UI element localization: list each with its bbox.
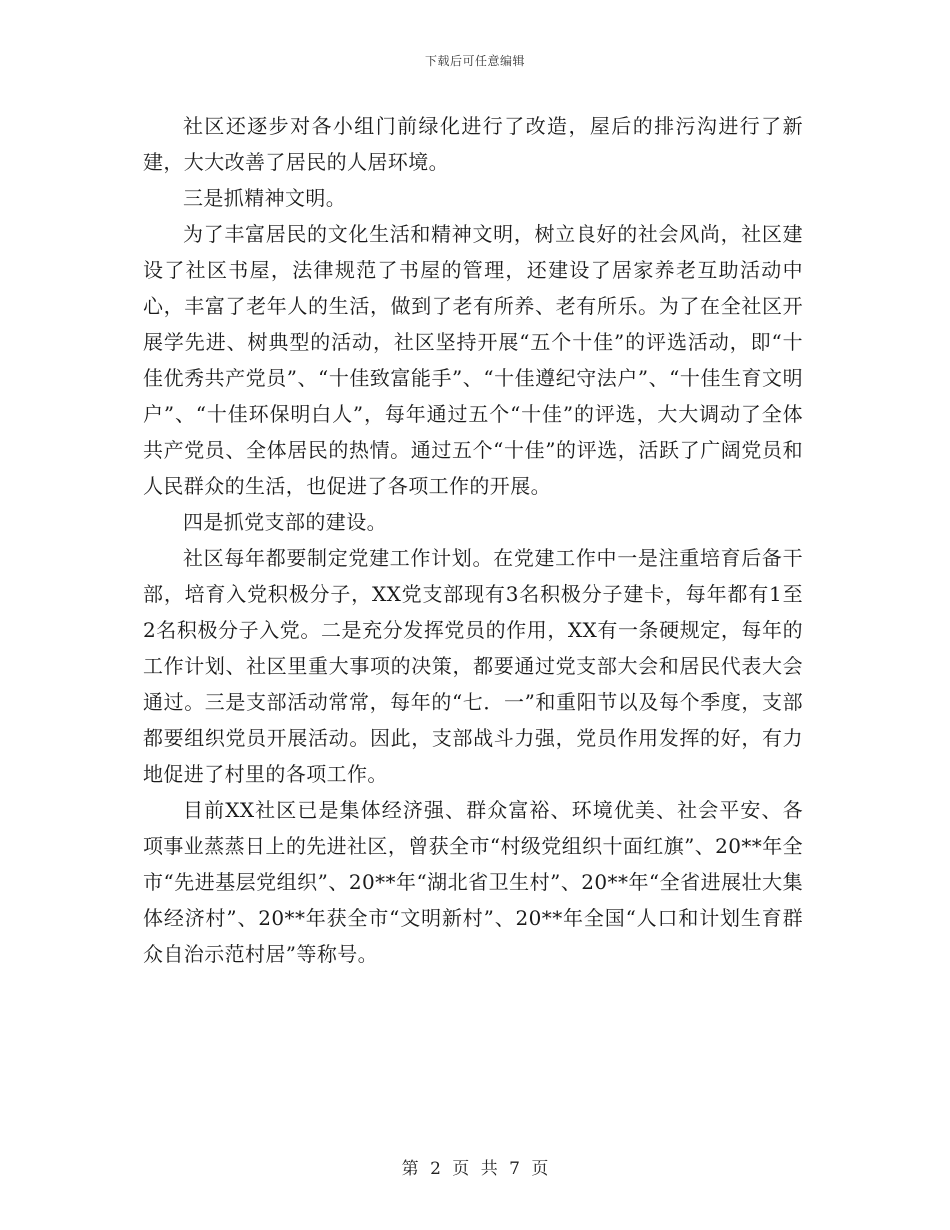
page-number: 第 2 页 共 7 页: [401, 1159, 549, 1179]
document-body: [143, 108, 803, 972]
section-heading-party-branch: 四是抓党支部的建设。: [183, 510, 387, 534]
paragraph-honors: 目前XX社区已是集体经济强、群众富裕、环境优美、社会平安、各项事业蒸蒸日上的先进社区，曾获全市“村级党组织十面红旗”、20**年全市“先进基层党组织”、20**年“湖北省卫生村”、20**年“全省进展壮大集体经济村”、20**年获全市“文明新村”、20**年全国“人口和计划生育群众自治示范村居”等称号。: [143, 798, 803, 966]
paragraph-party-branch: 社区每年都要制定党建工作计划。在党建工作中一是注重培育后备干部，培育入党积极分子，XX党支部现有3名积极分子建卡，每年都有1至2名积极分子入党。二是充分发挥党员的作用，XX有一条硬规定，每年的工作计划、社区里重大事项的决策，都要通过党支部大会和居民代表大会通过。三是支部活动常常，每年的“七．一”和重阳节以及每个季度，支部都要组织党员开展活动。因此，支部战斗力强，党员作用发挥的好，有力地促进了村里的各项工作。: [143, 546, 803, 786]
paragraph-spiritual: 为了丰富居民的文化生活和精神文明，树立良好的社会风尚，社区建设了社区书屋，法律规范了书屋的管理，还建设了居家养老互助活动中心，丰富了老年人的生活，做到了老有所养、老有所乐。为了在全社区开展学先进、树典型的活动，社区坚持开展“五个十佳”的评选活动，即“十佳优秀共产党员”、“十佳致富能手”、“十佳遵纪守法户”、“十佳生育文明户”、“十佳环保明白人”，每年通过五个“十佳”的评选，大大调动了全体共产党员、全体居民的热情。通过五个“十佳”的评选，活跃了广阔党员和人民群众的生活，也促进了各项工作的开展。: [143, 222, 803, 498]
page-header: 下载后可任意编辑: [424, 54, 525, 68]
paragraph-greening: 社区还逐步对各小组门前绿化进行了改造，屋后的排污沟进行了新建，大大改善了居民的人居环境。: [143, 114, 803, 174]
section-heading-spiritual: 三是抓精神文明。: [183, 186, 347, 210]
